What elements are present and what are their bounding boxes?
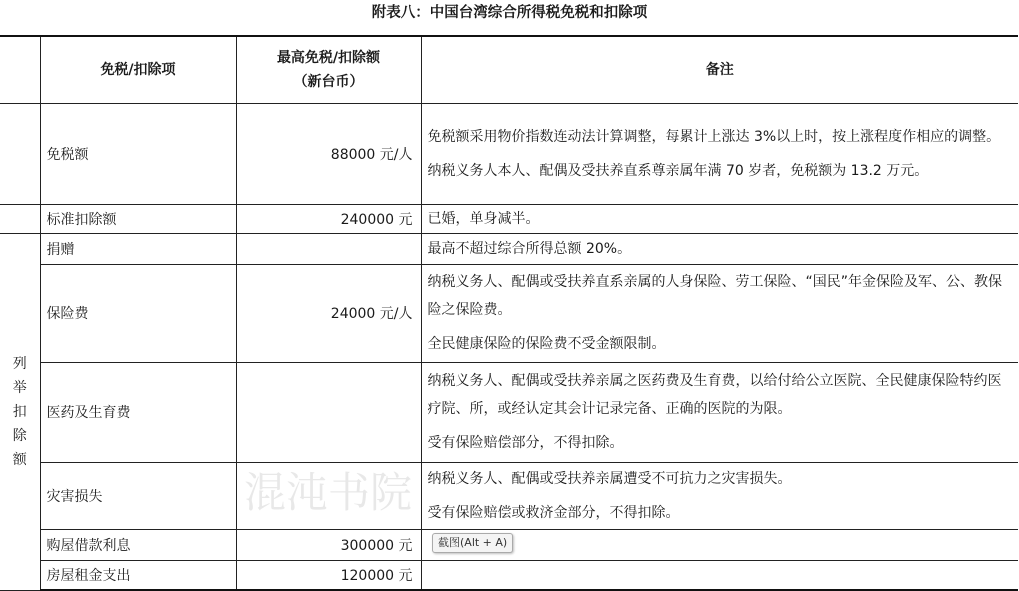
- table-row: [0, 204, 1018, 233]
- note-cell: 已婚，单身减半。: [421, 204, 1018, 233]
- table-row: [0, 264, 1018, 362]
- item-cell: 捐赠: [40, 233, 236, 264]
- item-cell: 保险费: [40, 264, 236, 362]
- screenshot-tooltip: 截图(Alt + A): [432, 533, 513, 553]
- table-row: [0, 560, 1018, 590]
- table-row: [0, 103, 1018, 204]
- amount-cell: 24000 元/人: [236, 264, 421, 362]
- watermark: 混沌书院: [244, 468, 413, 517]
- item-cell: 标准扣除额: [40, 204, 236, 233]
- header-item: 免税/扣除项: [40, 36, 236, 103]
- table-title: 附表八：中国台湾综合所得税免税和扣除项: [371, 5, 648, 21]
- item-cell: 医药及生育费: [40, 362, 236, 462]
- table-row: [0, 362, 1018, 462]
- note-cell: 纳税义务人、配偶或受扶养直系亲属的人身保险、劳工保险、“国民”年金保险及军、公、教保险之保险费。 全民健康保险的保险费不受金额限制。: [421, 264, 1018, 362]
- amount-cell: 300000 元: [236, 529, 421, 560]
- note-cell: 免税额采用物价指数连动法计算调整，每累计上涨达 3%以上时，按上涨程度作相应的调整。 纳税义务人本人、配偶及受扶养直系尊亲属年满 70 岁者，免税额为 13.2 万元。: [421, 103, 1018, 204]
- table-row: [0, 462, 1018, 529]
- group-label: 列举扣除额: [12, 355, 27, 468]
- item-cell: 免税额: [40, 103, 236, 204]
- amount-cell: [236, 462, 421, 529]
- note-cell: 最高不超过综合所得总额 20%。: [421, 233, 1018, 264]
- header-max: 最高免税/扣除额 （新台币）: [236, 36, 421, 103]
- item-cell: 购屋借款利息: [40, 529, 236, 560]
- table-row: [0, 233, 1018, 264]
- note-cell: [421, 560, 1018, 590]
- amount-cell: 88000 元/人: [236, 103, 421, 204]
- amount-cell: 120000 元: [236, 560, 421, 590]
- header-note: 备注: [421, 36, 1018, 103]
- item-cell: 灾害损失: [40, 462, 236, 529]
- amount-cell: [236, 233, 421, 264]
- amount-cell: [236, 362, 421, 462]
- tax-table: [0, 35, 1018, 591]
- item-cell: 房屋租金支出: [40, 560, 236, 590]
- group-label-cell: [0, 233, 40, 590]
- note-cell: 纳税义务人、配偶或受扶养亲属遭受不可抗力之灾害损失。 受有保险赔偿或救济金部分，不得扣除。: [421, 462, 1018, 529]
- amount-cell: 240000 元: [236, 204, 421, 233]
- header-row: [0, 36, 1018, 103]
- note-cell: 纳税义务人、配偶或受扶养亲属之医药费及生育费，以给付给公立医院、全民健康保险特约医疗院、所，或经认定其会计记录完备、正确的医院的为限。 受有保险赔偿部分，不得扣除。: [421, 362, 1018, 462]
